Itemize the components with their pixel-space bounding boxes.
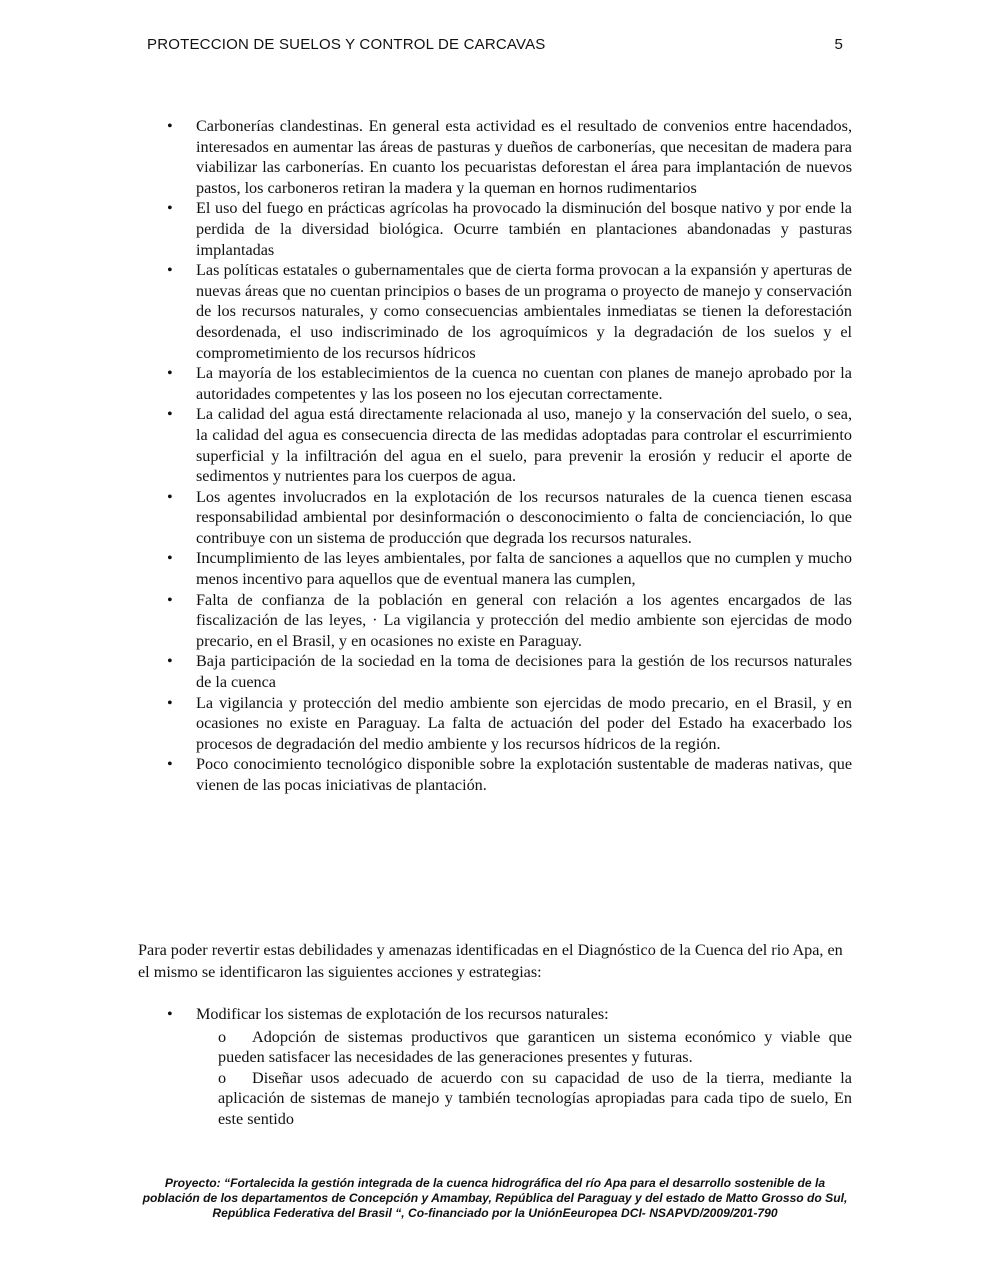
bullet-item: • Baja participación de la sociedad en la toma de decisiones para la gestión de los recursos naturales de la cuenca: [166, 651, 852, 692]
page-header: [147, 36, 843, 53]
action-item: [166, 1004, 852, 1130]
action-subitem-text: Adopción de sistemas productivos que garanticen un sistema económico y viable que pueden satisfacer las necesidades de las generaciones presentes y futuras.: [218, 1027, 852, 1067]
bullet-item: • La calidad del agua está directamente relacionada al uso, manejo y la conservación del suelo, o sea, la calidad del agua es consecuencia directa de las medidas adoptadas para controlar el escurrimiento superficial y la infiltración del agua en el suelo, para prevenir la erosión y reducir el aporte de sedimentos y nutrientes para los cuerpos de agua.: [166, 404, 852, 486]
page-number: 5: [834, 36, 843, 53]
project-footer: Proyecto: “Fortalecida la gestión integrada de la cuenca hidrográfica del río Apa para el desarrollo sostenible de la población de los departamentos de Concepción y Amambay, República del Paraguay y del estado de Matto Grosso do Sul, República Federativa del Brasil “, Co-financiado por la UniónEeuropea DCI- NSAPVD/2009/201-790: [142, 1176, 848, 1220]
action-subitems: [218, 1027, 852, 1130]
bullet-item: • Incumplimiento de las leyes ambientales, por falta de sanciones a aquellos que no cumplen y mucho menos incentivo para aquellos que de eventual manera las cumplen,: [166, 548, 852, 589]
strategies-intro-paragraph: Para poder revertir estas debilidades y amenazas identificadas en el Diagnóstico de la Cuenca del rio Apa, en el mismo se identificaron las siguientes acciones y estrategias:: [138, 941, 843, 981]
threats-bullet-list: [166, 116, 852, 796]
action-subitem: [218, 1068, 852, 1130]
bullet-item: • Poco conocimiento tecnológico disponible sobre la explotación sustentable de maderas nativas, que vienen de las pocas iniciativas de plantación.: [166, 754, 852, 795]
action-subitem-text: Diseñar usos adecuado de acuerdo con su capacidad de uso de la tierra, mediante la aplicación de sistemas de manejo y también tecnologías apropiadas para cada tipo de suelo, En este sentido: [218, 1068, 852, 1128]
circle-bullet-icon: o: [218, 1027, 227, 1046]
circle-bullet-icon: o: [218, 1068, 227, 1087]
bullet-item: • Carbonerías clandestinas. En general esta actividad es el resultado de convenios entre hacendados, interesados en aumentar las áreas de pasturas y dueños de carbonerías, que necesitan de madera para viabilizar las carbonerías. En cuanto los pecuaristas deforestan el área para implantación de nuevos pastos, los carboneros retiran la madera y la queman en hornos rudimentarios: [166, 116, 852, 198]
bullet-item: • Falta de confianza de la población en general con relación a los agentes encargados de las fiscalización de las leyes, · La vigilancia y protección del medio ambiente son ejercidas de modo precario, en el Brasil, y en ocasiones no existe en Paraguay.: [166, 590, 852, 652]
action-subitem: [218, 1027, 852, 1068]
actions-list: [166, 1004, 852, 1130]
header-title: PROTECCION DE SUELOS Y CONTROL DE CARCAVAS: [147, 36, 546, 53]
bullet-item: • Los agentes involucrados en la explotación de los recursos naturales de la cuenca tienen escasa responsabilidad ambiental por desinformación o desconocimiento o falta de concienciación, lo que contribuye con un sistema de producción que degrada los recursos naturales.: [166, 487, 852, 549]
bullet-item: • El uso del fuego en prácticas agrícolas ha provocado la disminución del bosque nativo y por ende la perdida de la diversidad biológica. Ocurre también en plantaciones abandonadas y pasturas implantadas: [166, 198, 852, 260]
action-item-text: Modificar los sistemas de explotación de los recursos naturales:: [196, 1005, 609, 1023]
bullet-item: • Las políticas estatales o gubernamentales que de cierta forma provocan a la expansión y aperturas de nuevas áreas que no cuentan principios o bases de un programa o proyecto de manejo y conservación de los recursos naturales, y como consecuencias ambientales inmediatas se tienen la deforestación desordenada, el uso indiscriminado de los agroquímicos y la degradación de los suelos y el comprometimiento de los recursos hídricos: [166, 260, 852, 363]
bullet-item: • La vigilancia y protección del medio ambiente son ejercidas de modo precario, en el Brasil, y en ocasiones no existe en Paraguay. La falta de actuación del poder del Estado ha exacerbado los procesos de degradación del medio ambiente y los recursos hídricos de la región.: [166, 693, 852, 755]
bullet-item: • La mayoría de los establecimientos de la cuenca no cuentan con planes de manejo aprobado por la autoridades competentes y las los poseen no los ejecutan correctamente.: [166, 363, 852, 404]
